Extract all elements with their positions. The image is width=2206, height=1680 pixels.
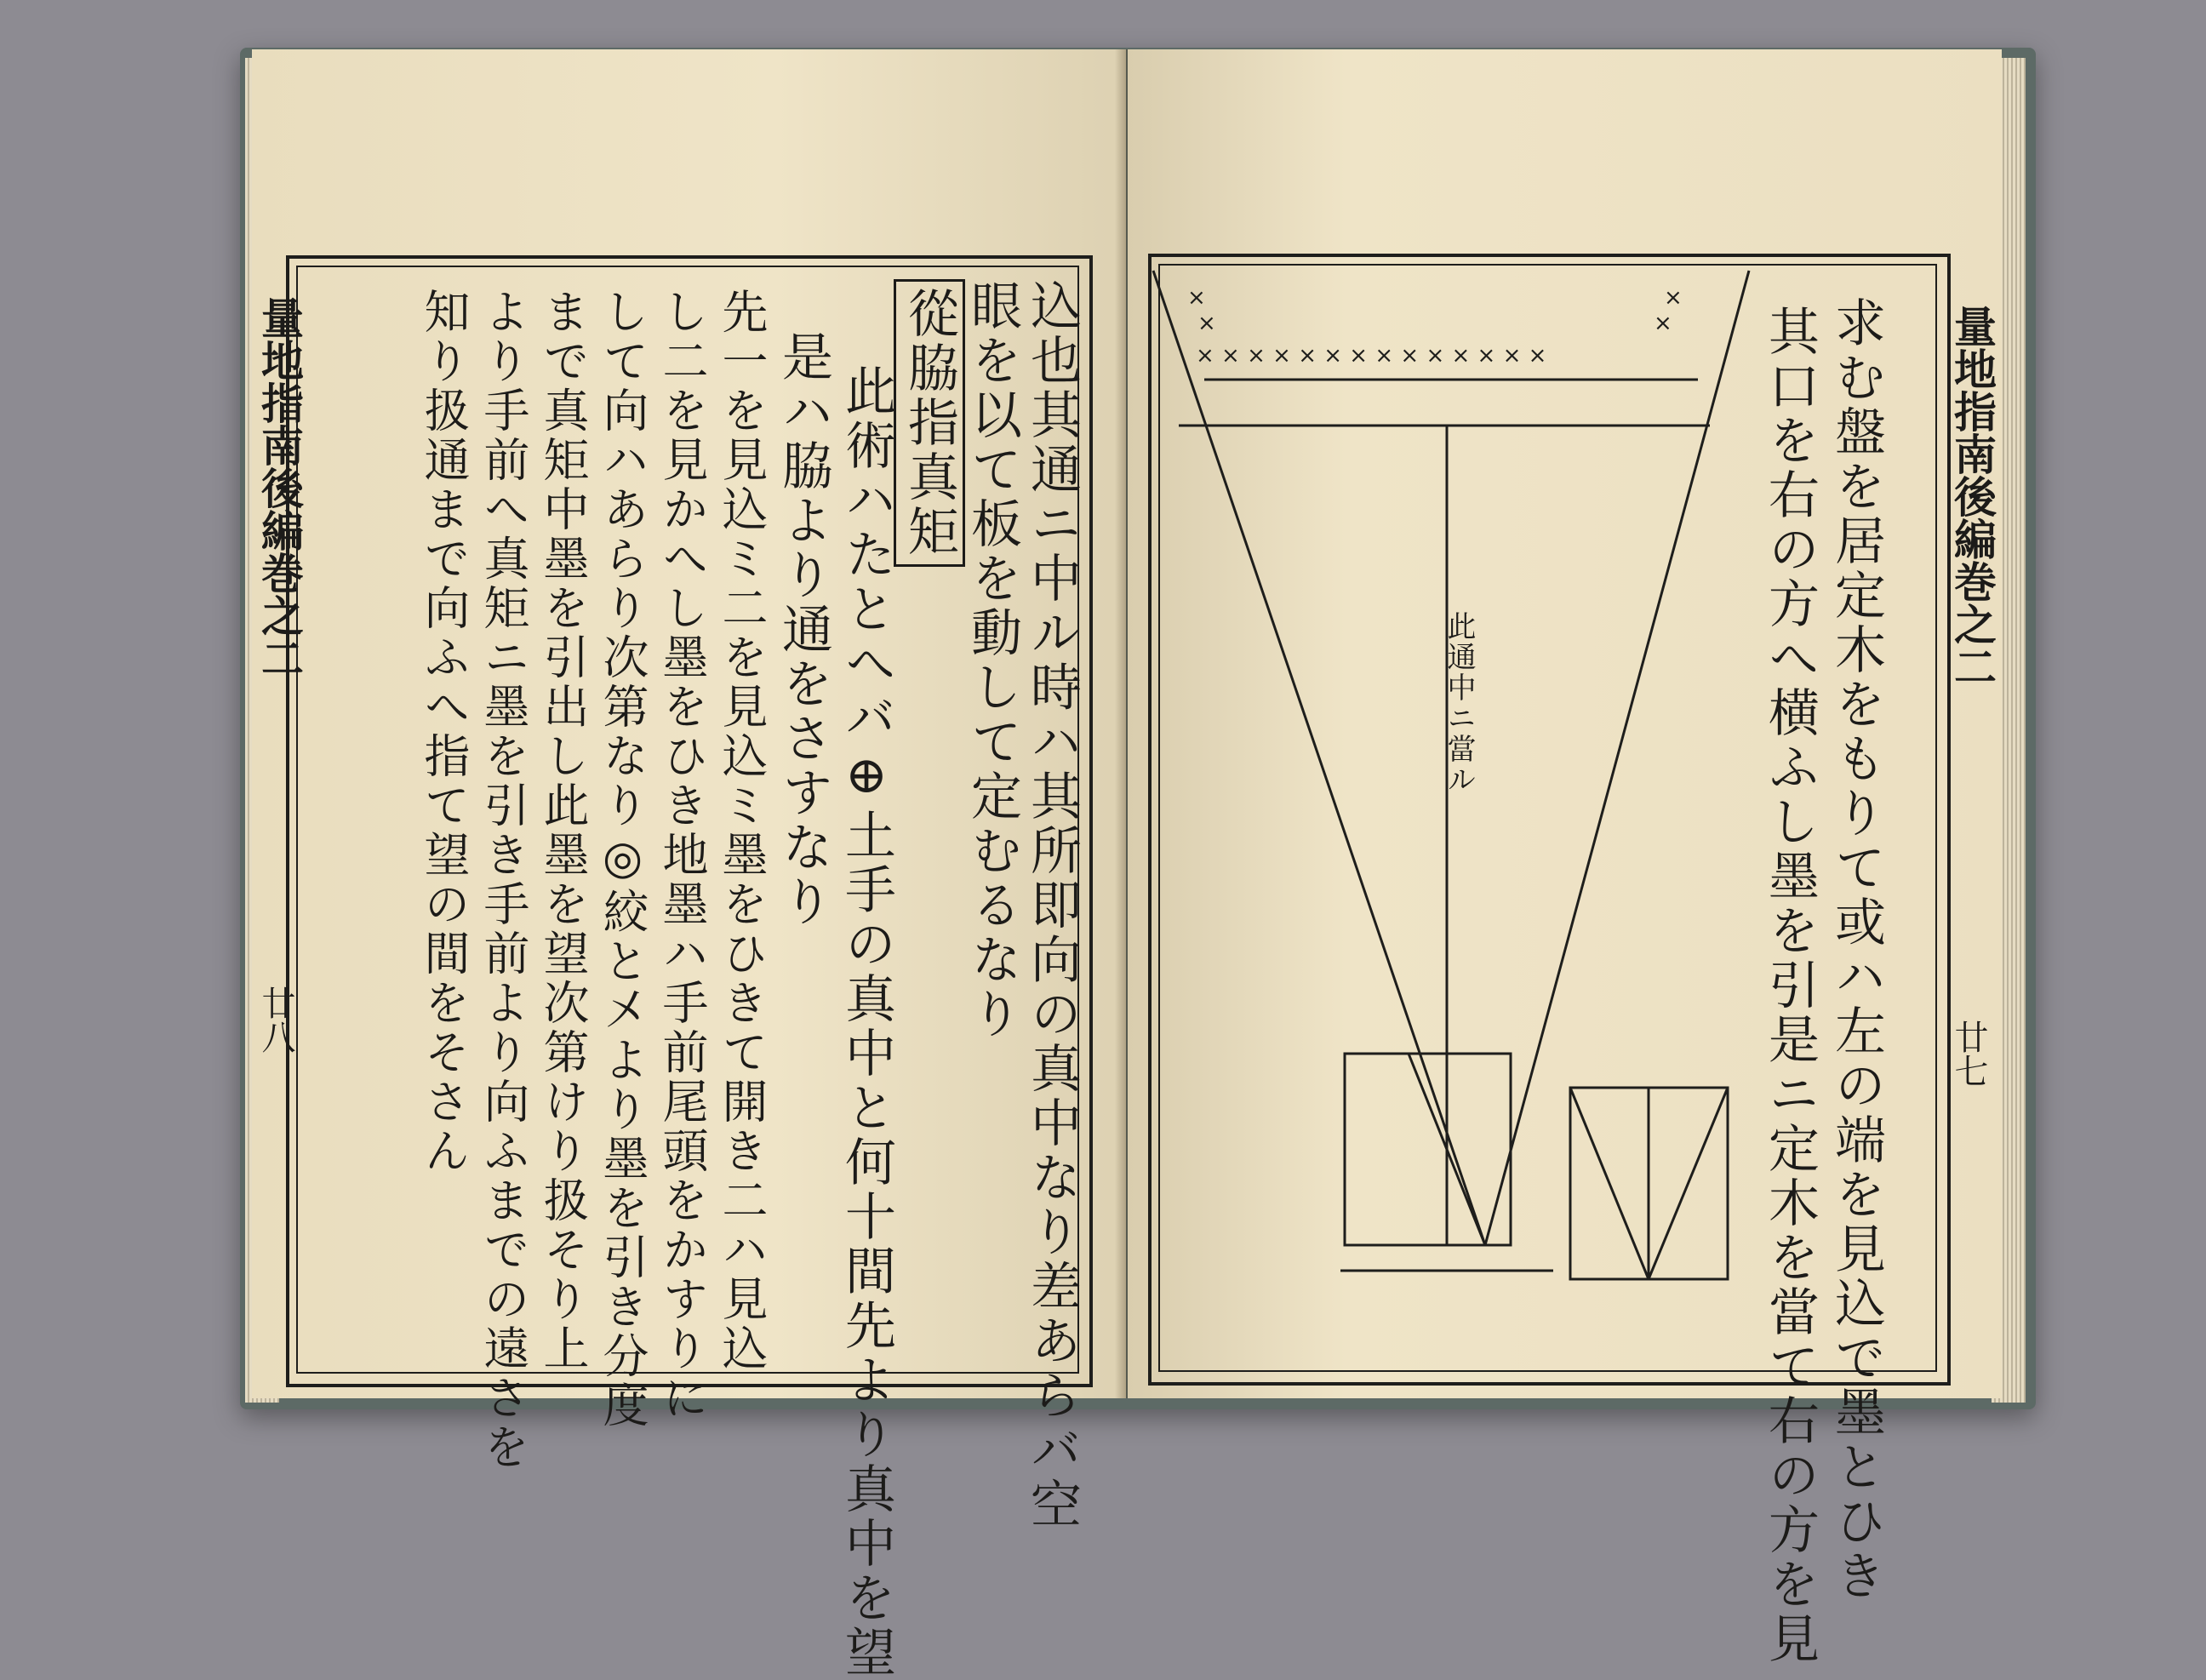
svg-text:×: × [1187,285,1206,311]
left-column-1: 込也其通ニ中ル時ハ其所即向の真中なり差あらバ空 [1022,279,1082,1532]
diagram-cross-marks [1187,285,1683,369]
right-column-2: 其口を右の方へ横ふし墨を引是ニ定木を當て右の方を見 [1760,305,1820,1666]
diagram-box-left [1345,1054,1511,1245]
right-page [1128,49,2002,1666]
heading-box: 從脇指真矩 [894,279,965,567]
diagram-label: 此通中ニ當ル [1442,611,1476,795]
left-folio: 廿八 [256,986,295,1054]
left-column-3: 此術ハたとへバ⊕土手の真中と何十間先より真中を望 [837,364,896,1680]
svg-text:×: × [1197,311,1216,336]
svg-text:×: × [1654,311,1672,336]
svg-text:× × × × × × × × × × × × × ×: × × × × × × × × × × × × × × [1196,343,1547,369]
right-folio: 廿七 [1949,1020,1988,1088]
left-column-10: 知り扱通まで向ふへ指て望の間をそさん [417,288,471,1176]
left-column-6: し二を見かへし墨をひき地墨ハ手前尾頭をかすりに [655,288,709,1423]
right-column-1: 求む盤を居定木をもりて或ハ左の端を見込で墨とひき [1826,296,1886,1603]
left-column-2: 眼を以て板を動して定むるなり [963,279,1022,1042]
diagram-right-ray [1485,271,1749,1245]
svg-text:×: × [1664,285,1683,311]
diagram-left-ray [1153,271,1485,1245]
left-page [252,49,1126,1680]
left-column-4: 是ハ脇より通をさすなり [774,330,833,929]
left-boxed-heading [900,279,959,567]
left-column-8: まで真矩中墨を引出し此墨を望次第けり扱そり上 [536,288,590,1374]
left-spine-title: 量地指南後編巻之二 [254,296,305,679]
right-spine-title: 量地指南後編巻之二 [1947,305,1997,688]
left-column-9: より手前へ真矩ニ墨を引き手前より向ふまでの遠さを [477,288,530,1472]
left-column-7: して向ハあらり次第なり◎絞と㐅より墨を引き分度 [596,288,649,1431]
left-column-5: 先一を見込ミ二を見込ミ墨をひきて開き二ハ見込 [715,288,769,1374]
